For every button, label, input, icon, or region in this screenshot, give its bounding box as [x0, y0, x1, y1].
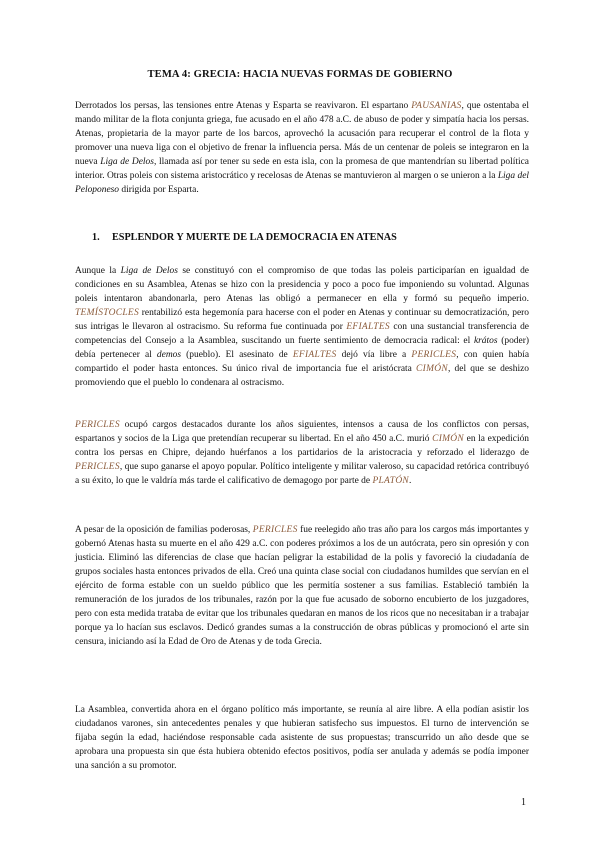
section-heading-text: ESPLENDOR Y MUERTE DE LA DEMOCRACIA EN ATENAS — [112, 232, 397, 243]
text-run: dirigida por Esparta. — [119, 185, 199, 196]
text-run: , llamada así por tener su sede en esta isla, con la promesa de que mantendrían su libertad política interior. Otras poleis con sistema aristocrático y recelosas de Atenas se mantuvieron al margen o se unieron a la — [75, 157, 529, 182]
league-name: Liga de Delos — [100, 157, 154, 168]
text-run: ocupó cargos destacados durante los años siguientes, intensos a causa de los conflictos con persas, espartanos y socios de la Liga que pretendían recuperar su libertad. En el año 450 a.C. murió — [75, 420, 529, 445]
section-number: 1. — [92, 232, 100, 243]
section-heading — [92, 232, 397, 243]
text-run: , que ostentaba el mando militar de la flota conjunta griega, fue acusado en el año 478 a.C. de abuso de poder y simpatía hacia los persas. Atenas, propietaria de la mayor parte de los barcos, aprovechó la acusación para recuperar el control de la flota y promover una nueva liga con el objetivo de frenar la influencia persa. Más de un centenar de poleis se integraron en la nueva — [75, 101, 529, 168]
league-name: Liga de Delos — [120, 266, 178, 276]
paragraph-2 — [75, 418, 529, 488]
person-name: PERICLES — [252, 525, 298, 535]
person-name: EFIALTES — [292, 350, 337, 361]
text-run: La Asamblea, convertida ahora en el órgano político más importante, se reunía al aire libre. A ella podían asistir los ciudadanos varones, sin antecedentes penales y que hubieran satisfecho sus impuestos. El turno de intervención se fijaba según la edad, haciéndose responsable cada asistente de sus propuestas; transcurrido un año desde que se aprobara una propuesta sin que ésta hubiera obtenido efectos positivos, podía ser anulada y además se podía imponer una sanción a su promotor. — [75, 705, 529, 772]
paragraph-1 — [75, 264, 529, 390]
text-run: con una sustancial transferencia de competencias del Consejo a la Asamblea, suscitando un fuerte sentimiento de democracia radical: el — [75, 322, 529, 347]
text-run: dejó vía libre a — [336, 350, 412, 361]
greek-term: krátos — [473, 336, 498, 347]
paragraph-4 — [75, 703, 529, 773]
greek-term: demos — [156, 350, 182, 361]
person-name: PLATÓN — [372, 476, 410, 487]
person-name: PERICLES — [75, 420, 120, 430]
person-name: PAUSANIAS — [411, 101, 462, 111]
league-name: Liga del Peloponeso — [75, 171, 530, 196]
person-name: TEMÍSTOCLES — [75, 308, 139, 319]
text-run: , del que se deshizo promoviendo que el pueblo lo condenara al ostracismo. — [75, 364, 529, 389]
text-run: , con quien había compartido el poder hasta entonces. Su único rival de importancia fue el aristócrata — [75, 350, 530, 375]
text-run: rentabilizó esta hegemonía para hacerse con el poder en Atenas y continuar su democratización, pero sus intrigas le llevaron al ostracismo. Su reforma fue continuada por — [75, 308, 529, 333]
text-run: , que supo ganarse el apoyo popular. Político inteligente y militar valeroso, su capacidad retórica contribuyó a su éxito, lo que le valdría más tarde el calificativo de demagogo por parte de — [75, 462, 529, 487]
person-name: PERICLES — [411, 350, 457, 361]
person-name: EFIALTES — [346, 322, 390, 333]
person-name: PERICLES — [75, 462, 120, 473]
text-run: . — [409, 476, 412, 487]
page-title: TEMA 4: GRECIA: HACIA NUEVAS FORMAS DE GOBIERNO — [147, 69, 453, 80]
intro-paragraph — [75, 99, 529, 197]
person-name: CIMÓN — [432, 434, 465, 445]
text-run: Derrotados los persas, las tensiones entre Atenas y Esparta se reavivaron. El espartano — [75, 101, 412, 111]
text-run: (poder) debía pertenecer al — [75, 336, 529, 361]
paragraph-3 — [75, 523, 529, 649]
text-run: Aunque la — [75, 266, 121, 276]
person-name: CIMÓN — [416, 364, 448, 375]
page-number: 1 — [521, 797, 526, 808]
text-run: en la expedición contra los persas en Chipre, dejando huérfanos a los partidarios de la aristocracia y reforzado el liderazgo de — [75, 434, 530, 459]
text-run: se constituyó con el compromiso de que todas las poleis participarían en igualdad de condiciones en su Asamblea, Atenas se hizo con la presidencia y poco a poco fue imponiendo su voluntad. Algunas poleis intentaron abandonarla, pero Atenas las obligó a permanecer en ella y formó su pequeño imperio. — [75, 266, 529, 305]
text-run: fue reelegido año tras año para los cargos más importantes y gobernó Atenas hasta su muerte en el año 429 a.C. con poderes próximos a los de un autócrata, pero sin opresión y con justicia. Eliminó las diferencias de clase que hacían peligrar la estabilidad de la polis y favoreció la ciudadanía de grupos sociales hasta entonces privados de ella. Creó una quinta clase social con ciudadanos humildes que servían en el ejército de forma estable con un sueldo público que les permitía sostener a sus familias. Estableció también la remuneración de los jurados de los tribunales, razón por la que fue acusado de soborno encubierto de los juzgadores, pero con esta medida trataba de evitar que los tribunales quedaran en manos de los ricos que no necesitaban ir a trabajar porque ya lo hacían sus esclavos. Dedicó grandes sumas a la construcción de obras públicas y promocionó el arte sin censura, iniciando así la Edad de Oro de Atenas y de toda Grecia. — [75, 525, 529, 648]
text-run: (pueblo). El asesinato de — [181, 350, 293, 361]
text-run: A pesar de la oposición de familias poderosas, — [75, 525, 253, 535]
